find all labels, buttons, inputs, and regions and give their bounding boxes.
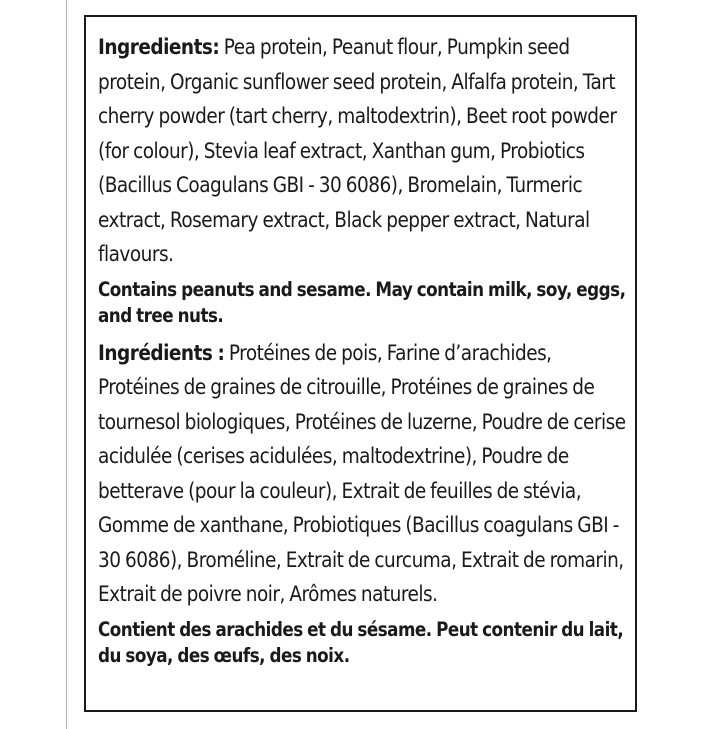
english-ingredients-list: Pea protein, Peanut flour, Pumpkin seed protein, Organic sunflower seed protein, Alfalfa protein, Tart cherry powder (tart cherry, maltodextrin), Beet root powder (for colour), Stevia leaf extract, Xanthan gum, Probiotics (Bacillus Coagulans GBI - 30 6086), Bromelain, Turmeric extract, Rosemary extract, Black pepper extract, Natural flavours. bbox=[98, 35, 617, 267]
ingredients-label-panel bbox=[84, 15, 637, 712]
english-ingredients-paragraph bbox=[98, 31, 631, 273]
english-ingredients-heading: Ingredients: bbox=[98, 35, 220, 60]
page-divider-line bbox=[66, 0, 67, 729]
french-ingredients-list: Protéines de pois, Farine d’arachides, Protéines de graines de citrouille, Protéines de graines de tournesol biologiques, Protéines de luzerne, Poudre de cerise acidulée (cerises acidulées, maltodextrine), Poudre de betterave (pour la couleur), Extrait de feuilles de stévia, Gomme de xanthane, Probiotiques (Bacillus coagulans GBI - 30 6086), Broméline, Extrait de curcuma, Extrait de romarin, Extrait de poivre noir, Arômes naturels. bbox=[98, 340, 626, 607]
french-ingredients-paragraph bbox=[98, 337, 631, 613]
english-allergen-statement: Contains peanuts and sesame. May contain milk, soy, eggs, and tree nuts. bbox=[98, 277, 626, 327]
french-allergen-statement: Contient des arachides et du sésame. Peut contenir du lait, du soya, des œufs, des noix. bbox=[98, 617, 624, 667]
french-ingredients-heading: Ingrédients : bbox=[98, 340, 225, 366]
